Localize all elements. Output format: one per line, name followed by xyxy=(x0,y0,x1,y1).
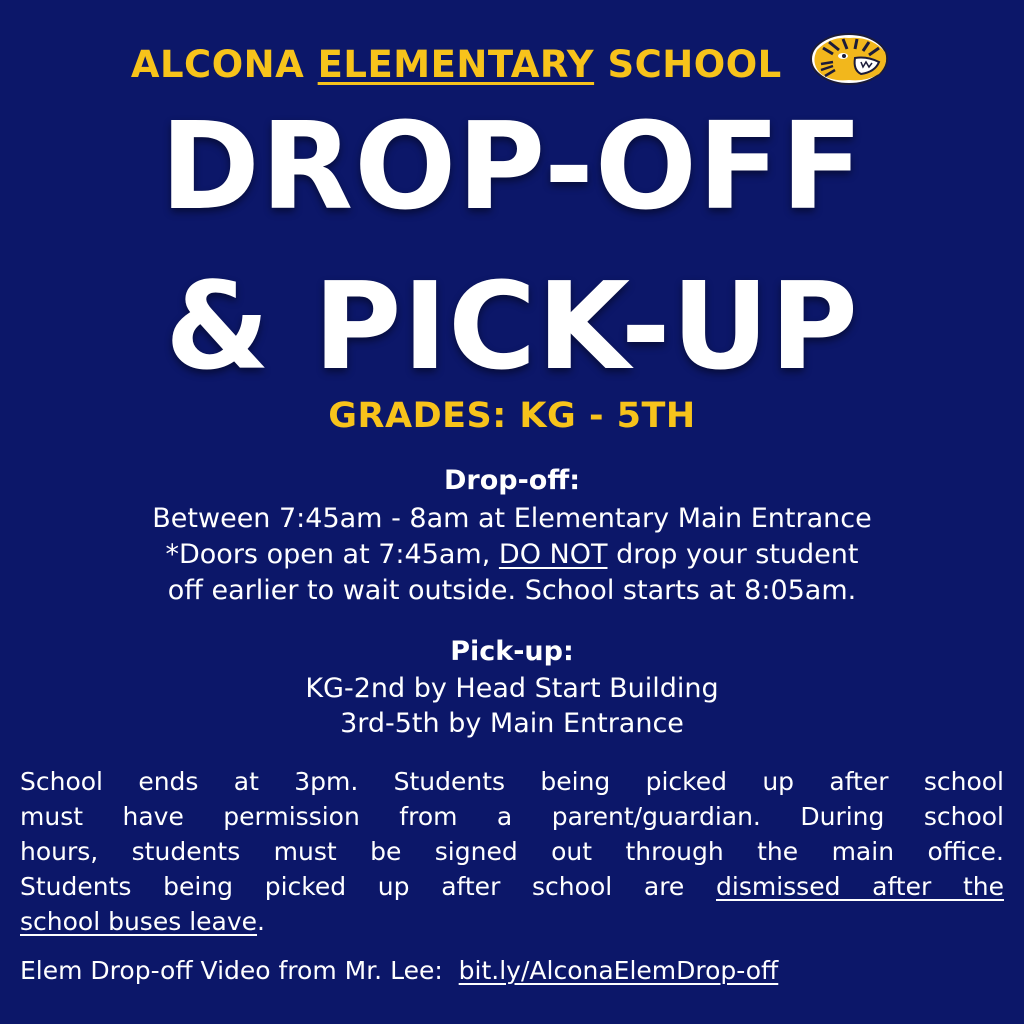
dismissal-paragraph xyxy=(20,764,1004,939)
pickup-kg-line: KG-2nd by Head Start Building xyxy=(305,673,719,704)
paragraph-line: hours, students must be signed out through the main office. xyxy=(20,837,1004,866)
grades-label: GRADES: KG - 5TH xyxy=(328,396,696,436)
paragraph-line: School ends at 3pm. Students being picked up after school xyxy=(20,767,1004,796)
dropoff-time-line: Between 7:45am - 8am at Elementary Main Entrance xyxy=(152,503,872,534)
school-name-part2: ELEMENTARY xyxy=(317,43,595,86)
headline-pick-up: & PICK-UP xyxy=(165,258,859,397)
tiger-mascot-icon xyxy=(809,30,893,95)
pickup-3rd-line: 3rd-5th by Main Entrance xyxy=(340,708,684,739)
video-line xyxy=(20,956,778,985)
dismissal-emphasis-2: school buses leave xyxy=(20,907,258,936)
paragraph-line: must have permission from a parent/guardian. During school xyxy=(20,802,1004,831)
dropoff-doors-post: drop your student xyxy=(616,539,859,570)
dropoff-do-not: DO NOT xyxy=(498,539,608,570)
dropoff-doors-pre: *Doors open at 7:45am, xyxy=(165,539,491,570)
school-name-part1: ALCONA xyxy=(130,43,305,86)
video-label: Elem Drop-off Video from Mr. Lee: xyxy=(20,956,443,985)
paragraph-l4-pre: Students being picked up after school are xyxy=(20,872,685,901)
headline-drop-off: DROP-OFF xyxy=(160,98,864,237)
paragraph-line xyxy=(20,904,1004,939)
dropoff-title: Drop-off: xyxy=(443,465,581,496)
paragraph-l5-post: . xyxy=(257,907,265,936)
pickup-title: Pick-up: xyxy=(450,636,574,667)
paragraph-line xyxy=(20,869,1004,904)
school-name xyxy=(0,38,1024,95)
school-name-part3: SCHOOL xyxy=(607,43,782,86)
dropoff-doors-line xyxy=(0,539,1024,570)
dropoff-start-line: off earlier to wait outside. School starts at 8:05am. xyxy=(167,575,857,606)
video-link[interactable]: bit.ly/AlconaElemDrop-off xyxy=(458,956,779,985)
dismissal-emphasis-1: dismissed after the xyxy=(716,872,1004,901)
